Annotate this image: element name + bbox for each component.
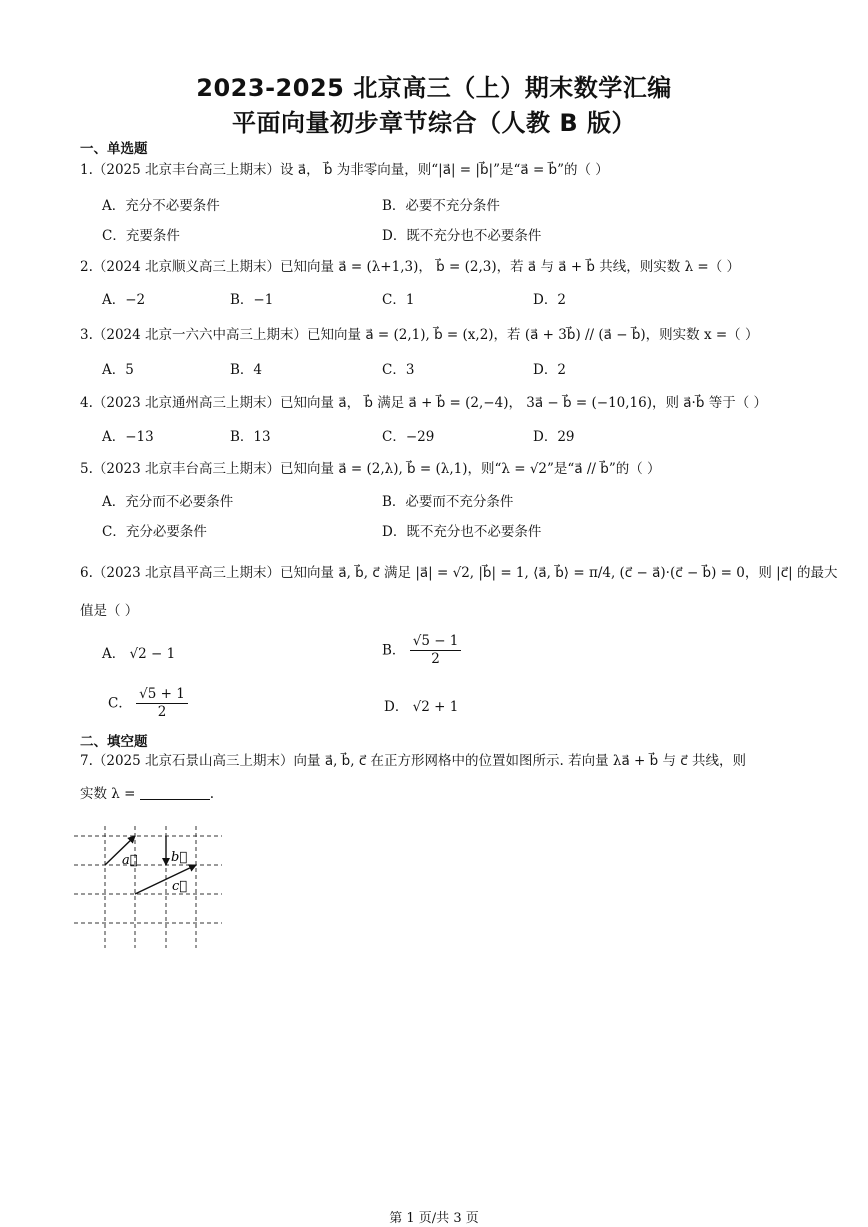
question-6-option-a (102, 644, 175, 664)
option-b-fraction (410, 633, 462, 668)
question-6-option-d (384, 697, 458, 717)
question-6-option-b (382, 633, 461, 668)
answer-prefix: 实数 λ = (80, 786, 140, 802)
answer-suffix: . (209, 786, 215, 802)
question-4-stem: 4.（2023 北京通州高三上期末）已知向量 a⃗， b⃗ 满足 a⃗ + b⃗ = (2,−4)， 3a⃗ − b⃗ = (−10,16)，则 a⃗·b⃗ 等于（ ） (80, 395, 767, 411)
question-6-option-c (108, 686, 188, 721)
question-3-option-b: B．4 (230, 362, 263, 378)
section-heading-fill-in: 二、填空题 (80, 734, 148, 750)
question-5-stem: 5.（2023 北京丰台高三上期末）已知向量 a⃗ = (2,λ), b⃗ = (λ,1)，则“λ = √2”是“a⃗ // b⃗”的（ ） (80, 461, 661, 477)
vector-grid-figure (74, 826, 224, 950)
option-c-fraction (136, 686, 188, 721)
fraction-denominator: 2 (410, 650, 462, 668)
question-2-option-b: B．−1 (230, 292, 274, 308)
option-a-expression: √2 − 1 (129, 646, 176, 662)
option-label: D． (384, 699, 409, 715)
question-2-stem: 2.（2024 北京顺义高三上期末）已知向量 a⃗ = (λ+1,3)， b⃗ = (2,3)，若 a⃗ 与 a⃗ + b⃗ 共线，则实数 λ =（ ） (80, 259, 741, 275)
page-title-line2: 平面向量初步章节综合（人教 B 版） (231, 109, 636, 137)
question-3-option-c: C．3 (382, 362, 415, 378)
question-7-stem-continued (80, 784, 214, 804)
question-5-option-b: B．必要而不充分条件 (382, 494, 514, 510)
question-6-stem: 6.（2023 北京昌平高三上期末）已知向量 a⃗, b⃗, c⃗ 满足 |a⃗| = √2, |b⃗| = 1, ⟨a⃗, b⃗⟩ = π/4, (c⃗ − a⃗)·(c⃗ − b⃗) = 0，则 |c⃗| 的最大 (80, 565, 838, 581)
question-2-option-a: A．−2 (102, 292, 146, 308)
page-footer: 第 1 页/共 3 页 (389, 1211, 479, 1226)
vector-a-label: a⃗ (122, 853, 138, 868)
fraction-numerator: √5 + 1 (139, 686, 185, 702)
page-title-line1: 2023-2025 北京高三（上）期末数学汇编 (196, 74, 672, 102)
question-1-stem: 1.（2025 北京丰台高三上期末）设 a⃗， b⃗ 为非零向量，则“|a⃗| = |b⃗|”是“a⃗ = b⃗”的（ ） (80, 162, 609, 178)
question-4-option-d: D．29 (533, 429, 575, 445)
question-4-option-b: B．13 (230, 429, 271, 445)
question-1-option-d: D．既不充分也不必要条件 (382, 228, 542, 244)
option-label: C． (108, 695, 132, 712)
question-1-option-b: B．必要不充分条件 (382, 198, 500, 214)
vector-c-label: c⃗ (172, 879, 188, 894)
question-5-option-d: D．既不充分也不必要条件 (382, 524, 542, 540)
question-4-option-c: C．−29 (382, 429, 435, 445)
vector-b-label: b⃗ (171, 850, 188, 865)
question-1-option-c: C．充要条件 (102, 228, 180, 244)
question-3-stem: 3.（2024 北京一六六中高三上期末）已知向量 a⃗ = (2,1), b⃗ = (x,2)，若 (a⃗ + 3b⃗) // (a⃗ − b⃗)，则实数 x =（ ） (80, 327, 759, 343)
fraction-numerator: √5 − 1 (412, 633, 459, 649)
answer-blank (140, 785, 210, 800)
question-1-option-a: A．充分不必要条件 (102, 198, 220, 214)
grid-lines (74, 826, 222, 948)
question-5-option-a: A．充分而不必要条件 (102, 494, 234, 510)
option-label: A． (102, 646, 126, 662)
question-7-stem: 7.（2025 北京石景山高三上期末）向量 a⃗, b⃗, c⃗ 在正方形网格中的位置如图所示. 若向量 λa⃗ + b⃗ 与 c⃗ 共线，则 (80, 753, 747, 769)
question-4-option-a: A．−13 (102, 429, 154, 445)
question-6-stem-continued: 值是（ ） (80, 603, 139, 619)
fraction-denominator: 2 (136, 703, 188, 721)
question-2-option-c: C．1 (382, 292, 415, 308)
section-heading-single-choice: 一、单选题 (80, 141, 148, 157)
question-2-option-d: D．2 (533, 292, 566, 308)
option-d-expression: √2 + 1 (412, 699, 459, 715)
option-label: B． (382, 642, 406, 659)
question-3-option-d: D．2 (533, 362, 566, 378)
question-5-option-c: C．充分必要条件 (102, 524, 207, 540)
question-3-option-a: A．5 (102, 362, 134, 378)
